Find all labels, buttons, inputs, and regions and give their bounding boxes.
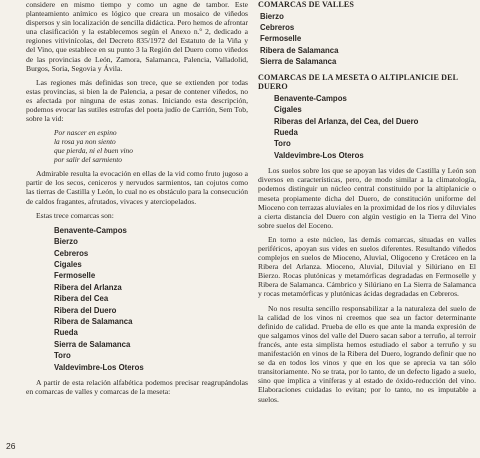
right-paragraph-2: En torno a este núcleo, las demás comarcas, situadas en valles periféricos, apoyan sus vides en suelos diferentes. Resultando viñedos complejos en suelos de Mioceno, Aluvial, Oligoceno y Cretáceo en la Ribera del Arlanza. Mioceno, Aluvial, Diluvial y Silúriano en El Bierzo. Rocas plutónicas y metamórficas degradadas en Fermoselle y Ribera de Salamanca. Cámbrico y Silúriano en La Sierra de Salamanca y rocas metamórficas y plutónicas ácidas degradadas en Cebreros. (258, 234, 476, 299)
comarca-item: Ribera del Cea (54, 294, 109, 304)
left-paragraph-1: considere en mismo tiempo y como un agne de tambor. Este planteamiento anímico es lógico que creara un mosaico de viñedos dispersos y sin localización de sencilla didáctica. Pero hemos de afrontar una clasificación y la establecemos según el Anexo n.º 2, dedicado a regiones vitivinícolas, del Decreto 835/1972 del Estatuto de la Viña y del Vino, que establece en su punto 3 la Región del Duero como viñedos de las provincias de León, Zamora, Salamanca, Palencia, Valladolid, Burgos, Soria, Segovia y Ávila. (26, 0, 248, 73)
comarca-item: Valdevimbre-Los Oteros (54, 362, 144, 372)
meseta-item: Toro (274, 139, 291, 149)
left-paragraph-5: A partir de esta relación alfabética podemos precisar reagrupándolas en comarcas de valles y comarcas de la meseta: (26, 377, 248, 397)
comarca-item: Cebreros (54, 248, 89, 258)
meseta-heading: COMARCAS DE LA MESETA O ALTIPLANICIE DEL DUERO (258, 72, 458, 92)
valles-list (258, 11, 476, 68)
comarca-item: Cigales (54, 259, 82, 269)
comarcas-list (26, 225, 248, 373)
left-paragraph-2: Las regiones más definidas son trece, que se extienden por todas estas provincias, si bien la de Palencia, a pesar de contener viñedos, no es afectada por ninguna de estas zonas. Iniciando esta descripción, podemos evocar las sutiles estrofas del poeta judío de Carrión, Sem Tob, sobre la vid: (26, 77, 248, 124)
valle-item: Fermoselle (260, 34, 302, 44)
left-column (26, 0, 248, 401)
valles-heading: COMARCAS DE VALLES (258, 0, 354, 9)
comarca-item: Ribera de Salamanca (54, 316, 133, 326)
meseta-list (258, 93, 476, 161)
comarca-item: Ribera del Arlanza (54, 282, 122, 292)
comarca-item: Toro (54, 351, 71, 361)
left-paragraph-3: Admirable resulta la evocación en ellas de la vid como fruto jugoso a partir de los secos, ceniceros y nervudos sarmientos, tan cojutos como las tierras de Castilla y León, lo cual no es obstáculo para la consecución de caldos fragantes, afrutados, vivaces y aterciopelados. (26, 169, 248, 206)
right-column (258, 0, 476, 409)
poem (54, 128, 248, 164)
page-number: 26 (6, 441, 16, 451)
comarca-item: Rueda (54, 328, 78, 338)
poem-line: que pierda, ni el buen vino (54, 146, 133, 156)
meseta-item: Rueda (274, 128, 298, 138)
comarca-item: Sierra de Salamanca (54, 339, 131, 349)
valle-item: Ribera de Salamanca (260, 45, 339, 55)
right-paragraph-3: No nos resulta sencillo responsabilizar a la naturaleza del suelo de la calidad de los vinos ni creemos que sea un factor determinante definido de calidad. Prueba de ello es que ante la manda expresión de que salgamos vinos del valle del Duero sacan sabor a terruño, al terroir francés, ante esta simplista hemos estudiado el sabor a terruño y su manifestación en vinos de la Ribera del Duero, logrando definir que no se da en todos los vinos y que en los que se aprecia va tan sólo transitoriamente. No se trata, por lo tanto, de un defecto ligado a suelo, sino que implica a viníferas y al estado de óxido-reducción del vino. Elaboraciones cuidadas lo evitan; por lo tanto, no es imputable a suelos. (258, 303, 476, 404)
right-paragraph-1: Los suelos sobre los que se apoyan las vides de Castilla y León son diversos en características, pero, de modo similar a la climatología, podemos distinguir un núcleo central constituido por la altiplanicie o meseta propiamente dicha del Duero, de constitución uniforme del Mioceno con terrazas aluviales en la proximidad de los ríos y diluviales a cierta distancia del Duero con algún vestigio en la Tierra del Vino sobre suelos del Eoceno. (258, 166, 476, 230)
valle-item: Sierra de Salamanca (260, 57, 337, 67)
comarca-item: Ribera del Duero (54, 305, 117, 315)
valle-item: Cebreros (260, 23, 295, 32)
comarca-item: Fermoselle (54, 271, 96, 281)
valle-item: Bierzo (260, 11, 284, 21)
left-paragraph-4: Estas trece comarcas son: (36, 210, 114, 220)
meseta-item: Benavente-Campos (274, 93, 347, 103)
poem-line: Por nascer en espino (54, 128, 117, 138)
poem-line: la rosa ya non siento (54, 137, 116, 147)
comarca-item: Bierzo (54, 237, 78, 247)
poem-line: por salir del sarmiento (54, 155, 122, 165)
comarca-item: Benavente-Campos (54, 225, 127, 235)
meseta-item: Cigales (274, 105, 302, 115)
meseta-item: Valdevimbre-Los Oteros (274, 150, 364, 160)
meseta-item: Riberas del Arlanza, del Cea, del Duero (274, 116, 419, 126)
